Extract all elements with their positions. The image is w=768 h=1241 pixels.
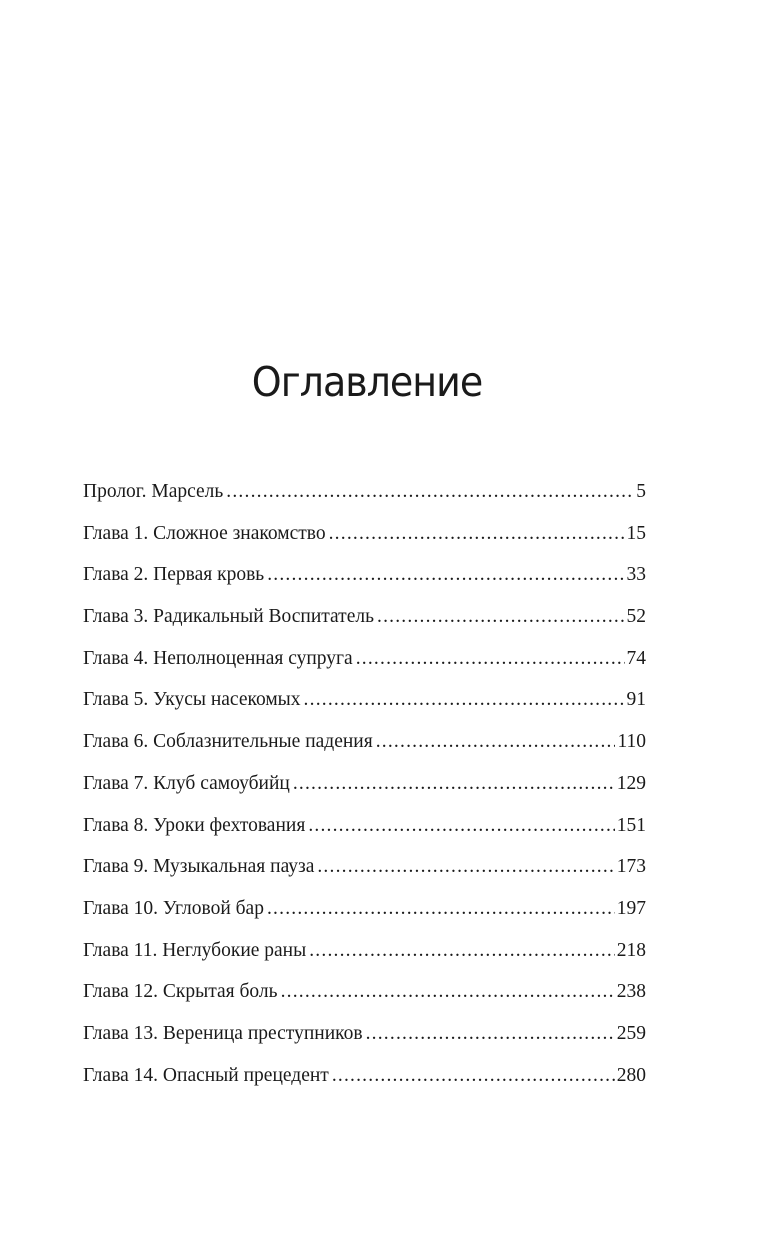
toc-entry-label: Пролог. Марсель bbox=[83, 481, 224, 502]
toc-entry-label: Глава 12. Скрытая боль bbox=[83, 981, 278, 1003]
toc-entry-page-number: 91 bbox=[626, 689, 646, 711]
toc-entry-chapter-5[interactable] bbox=[83, 686, 646, 728]
toc-entry-page-number: 15 bbox=[626, 522, 646, 544]
dot-leader bbox=[308, 812, 614, 840]
toc-entry-chapter-1[interactable] bbox=[83, 520, 646, 562]
toc-entry-page-number: 259 bbox=[616, 1022, 646, 1044]
toc-entry-page-number: 197 bbox=[616, 897, 646, 919]
dot-leader bbox=[376, 728, 616, 756]
toc-entry-chapter-14[interactable] bbox=[83, 1062, 646, 1104]
toc-entry-chapter-4[interactable] bbox=[83, 645, 646, 687]
dot-leader bbox=[293, 770, 615, 798]
toc-entry-page-number: 238 bbox=[616, 981, 646, 1003]
toc-entry-label: Глава 4. Неполноценная супруга bbox=[83, 647, 353, 669]
dot-leader bbox=[226, 478, 634, 506]
toc-entry-chapter-13[interactable] bbox=[83, 1020, 646, 1062]
dot-leader bbox=[332, 1062, 615, 1090]
toc-entry-chapter-12[interactable] bbox=[83, 978, 646, 1020]
toc-entry-label: Глава 3. Радикальный Воспитатель bbox=[83, 606, 374, 628]
dot-leader bbox=[366, 1020, 615, 1048]
toc-entry-label: Глава 10. Угловой бар bbox=[83, 897, 264, 919]
dot-leader bbox=[377, 603, 625, 631]
toc-entry-chapter-10[interactable] bbox=[83, 895, 646, 937]
toc-entry-label: Глава 6. Соблазнительные падения bbox=[83, 731, 373, 753]
toc-entry-page-number: 52 bbox=[626, 606, 646, 628]
toc-entry-label: Глава 11. Неглубокие раны bbox=[83, 939, 307, 961]
dot-leader bbox=[304, 686, 625, 714]
toc-entry-chapter-9[interactable] bbox=[83, 853, 646, 895]
toc-entry-label: Глава 2. Первая кровь bbox=[83, 564, 265, 586]
toc-entry-label: Глава 8. Уроки фехтования bbox=[83, 814, 306, 836]
toc-entry-label: Глава 1. Сложное знакомство bbox=[83, 522, 326, 544]
toc-entry-page-number: 173 bbox=[616, 856, 646, 878]
dot-leader bbox=[267, 895, 615, 923]
toc-entry-page-number: 33 bbox=[626, 564, 646, 586]
dot-leader bbox=[356, 645, 625, 673]
dot-leader bbox=[267, 561, 624, 589]
toc-entry-label: Глава 14. Опасный прецедент bbox=[83, 1064, 329, 1086]
page-title: Оглавление bbox=[251, 358, 483, 407]
toc-entry-page-number: 218 bbox=[616, 939, 646, 961]
toc-entry-page-number: 74 bbox=[626, 647, 646, 669]
toc-entry-chapter-3[interactable] bbox=[83, 603, 646, 645]
toc-entry-chapter-7[interactable] bbox=[83, 770, 646, 812]
toc-entry-label: Глава 9. Музыкальная пауза bbox=[83, 856, 315, 878]
dot-leader bbox=[317, 853, 614, 881]
toc-entry-chapter-11[interactable] bbox=[83, 937, 646, 979]
toc-entry-page-number: 151 bbox=[616, 814, 646, 836]
toc-entry-label: Глава 7. Клуб самоубийц bbox=[83, 772, 290, 794]
table-of-contents bbox=[83, 478, 646, 1103]
toc-entry-prologue[interactable] bbox=[83, 478, 646, 520]
toc-entry-chapter-8[interactable] bbox=[83, 812, 646, 854]
toc-entry-chapter-6[interactable] bbox=[83, 728, 646, 770]
toc-entry-chapter-2[interactable] bbox=[83, 561, 646, 603]
dot-leader bbox=[281, 978, 615, 1006]
toc-entry-label: Глава 5. Укусы насекомых bbox=[83, 689, 301, 711]
dot-leader bbox=[329, 520, 625, 548]
toc-entry-page-number: 5 bbox=[636, 481, 646, 502]
toc-entry-page-number: 110 bbox=[617, 731, 646, 753]
dot-leader bbox=[309, 937, 615, 965]
toc-entry-page-number: 280 bbox=[616, 1064, 646, 1086]
toc-entry-page-number: 129 bbox=[616, 772, 646, 794]
toc-entry-label: Глава 13. Вереница преступников bbox=[83, 1022, 363, 1044]
